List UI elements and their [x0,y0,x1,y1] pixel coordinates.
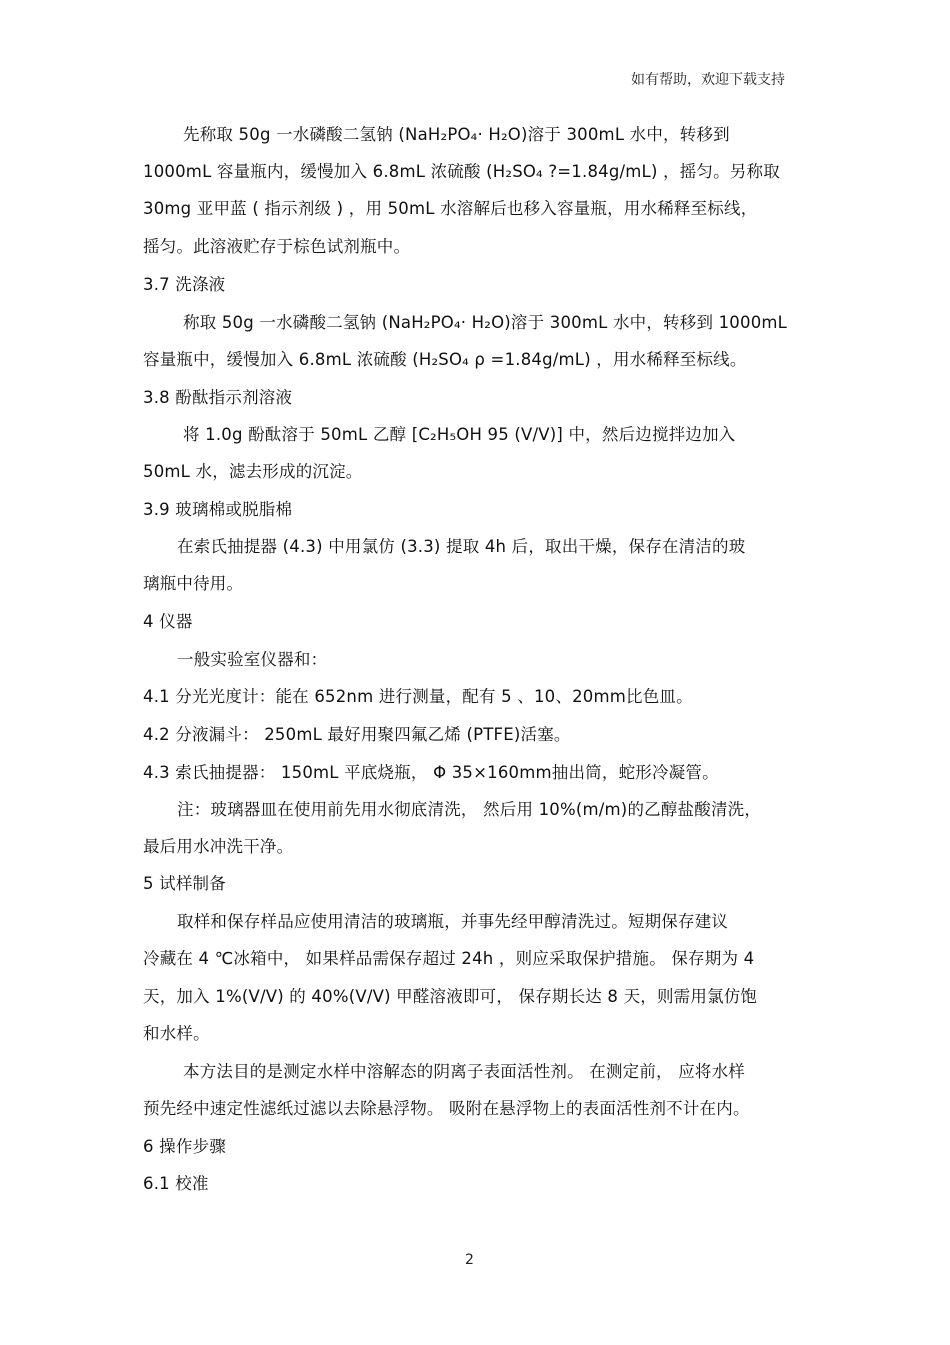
note-line: 最后用水冲洗干净。 [143,837,294,856]
list-item: 4.3 索氏抽提器： 150mL 平底烧瓶， Φ 35×160mm抽出筒，蛇形冷凝管。 [143,763,719,782]
note-line: 注：玻璃器皿在使用前先用水彻底清洗， 然后用 10%(m/m)的乙醇盐酸清洗， [177,800,762,819]
paragraph-line: 称取 50g 一水磷酸二氢钠 (NaH₂PO₄· H₂O)溶于 300mL 水中，转移到 1000mL [183,313,788,332]
paragraph-line: 取样和保存样品应使用清洁的玻璃瓶，并事先经甲醇清洗过。短期保存建议 [177,912,729,931]
list-item: 4.1 分光光度计：能在 652nm 进行测量，配有 5 、10、20mm比色皿。 [143,687,693,706]
paragraph-line: 30mg 亚甲蓝 ( 指示剂级 ) ，用 50mL 水溶解后也移入容量瓶，用水稀释至标线， [143,199,758,218]
section-heading: 3.8 酚酞指示剂溶液 [143,388,293,407]
paragraph-line: 1000mL 容量瓶内，缓慢加入 6.8mL 浓硫酸 (H₂SO₄ ?=1.84g/mL) ，摇匀。另称取 [143,162,780,181]
paragraph-line: 容量瓶中，缓慢加入 6.8mL 浓硫酸 (H₂SO₄ ρ =1.84g/mL) ，用水稀释至标线。 [143,350,747,369]
paragraph-line: 先称取 50g 一水磷酸二氢钠 (NaH₂PO₄· H₂O)溶于 300mL 水中，转移到 [183,125,730,144]
paragraph-line: 预先经中速定性滤纸过滤以去除悬浮物。 吸附在悬浮物上的表面活性剂不计在内。 [143,1099,750,1118]
header-note: 如有帮助，欢迎下载支持 [631,72,785,88]
list-item: 4.2 分液漏斗： 250mL 最好用聚四氟乙烯 (PTFE)活塞。 [143,725,571,744]
section-heading: 6.1 校准 [143,1174,209,1193]
paragraph-line: 一般实验室仪器和： [177,650,328,669]
section-heading: 5 试样制备 [143,874,226,893]
paragraph-line: 摇匀。此溶液贮存于棕色试剂瓶中。 [143,237,411,256]
paragraph-line: 50mL 水，滤去形成的沉淀。 [143,462,363,481]
section-heading: 3.9 玻璃棉或脱脂棉 [143,500,293,519]
paragraph-line: 和水样。 [143,1024,210,1043]
section-heading: 3.7 洗涤液 [143,275,226,294]
page-number: 2 [465,1252,474,1268]
section-heading: 6 操作步骤 [143,1137,226,1156]
section-heading: 4 仪器 [143,612,193,631]
paragraph-line: 冷藏在 4 ℃冰箱中， 如果样品需保存超过 24h ，则应采取保护措施。 保存期为 4 [143,949,755,968]
paragraph-line: 本方法目的是测定水样中溶解态的阴离子表面活性剂。 在测定前， 应将水样 [183,1062,745,1081]
paragraph-line: 在索氏抽提器 (4.3) 中用氯仿 (3.3) 提取 4h 后，取出干燥，保存在清洁的玻 [177,537,746,556]
paragraph-line: 璃瓶中待用。 [143,574,244,593]
paragraph-line: 将 1.0g 酚酞溶于 50mL 乙醇 [C₂H₅OH 95 (V/V)] 中，然后边搅拌边加入 [183,425,736,444]
paragraph-line: 天，加入 1%(V/V) 的 40%(V/V) 甲醛溶液即可， 保存期长达 8 天，则需用氯仿饱 [143,987,758,1006]
